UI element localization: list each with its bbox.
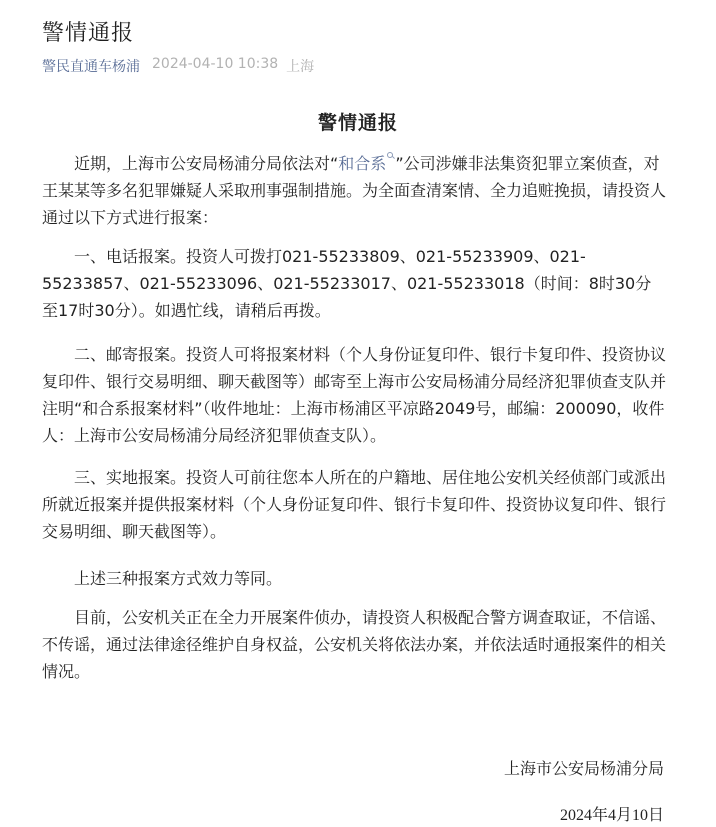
paragraph-intro <box>42 150 666 231</box>
paragraph-onsite-report: 三、实地报案。投资人可前往您本人所在的户籍地、居住地公安机关经侦部门或派出所就近报案并提供报案材料（个人身份证复印件、银行卡复印件、投资协议复印件、银行交易明细、聊天截图等）。 <box>42 468 667 541</box>
publish-time: 2024-04-10 10:38 <box>152 56 279 72</box>
intro-text-before: 近期，上海市公安局杨浦分局依法对“ <box>74 154 339 173</box>
intro-text-after: ”公司涉嫌非法集资犯罪立案侦查，对王某某等多名犯罪嫌疑人采取刑事强制措施。为全面查清案情、全力追赃挽损，请投资人通过以下方式进行报案： <box>42 154 667 227</box>
paragraph-phone-report: 一、电话报案。投资人可拨打021-55233809、021-55233909、021-55233857、021-55233096、021-55233017、021-55233018（时间：8时30分至17时30分）。如遇忙线，请稍后再拨。 <box>42 247 652 320</box>
keyword-search-link[interactable] <box>338 154 395 173</box>
paragraph-mail-report: 二、邮寄报案。投资人可将报案材料（个人身份证复印件、银行卡复印件、投资协议复印件、银行交易明细、聊天截图等）邮寄至上海市公安局杨浦分局经济犯罪侦查支队并注明“和合系报案材料”（收件地址：上海市杨浦区平凉路2049号，邮编：200090，收件人：上海市公安局杨浦分局经济犯罪侦查支队）。 <box>42 345 667 445</box>
signature-issuer: 上海市公安局杨浦分局 <box>503 759 664 778</box>
document-heading: 警情通报 <box>317 112 398 134</box>
article-title: 警情通报 <box>42 21 135 46</box>
account-name-link[interactable]: 警民直通车杨浦 <box>42 59 140 75</box>
signature-date: 2024年4月10日 <box>559 807 664 824</box>
paragraph-equal-effect: 上述三种报案方式效力等同。 <box>74 569 283 588</box>
publish-location: 上海 <box>286 59 315 75</box>
paragraph-closing: 目前，公安机关正在全力开展案件侦办，请投资人积极配合警方调查取证，不信谣、不传谣，通过法律途径维护自身权益，公安机关将依法办案，并依法适时通报案件的相关情况。 <box>42 608 667 681</box>
article-meta <box>42 56 314 76</box>
keyword-text[interactable]: 和合系 <box>338 154 387 173</box>
search-icon[interactable] <box>387 152 395 160</box>
